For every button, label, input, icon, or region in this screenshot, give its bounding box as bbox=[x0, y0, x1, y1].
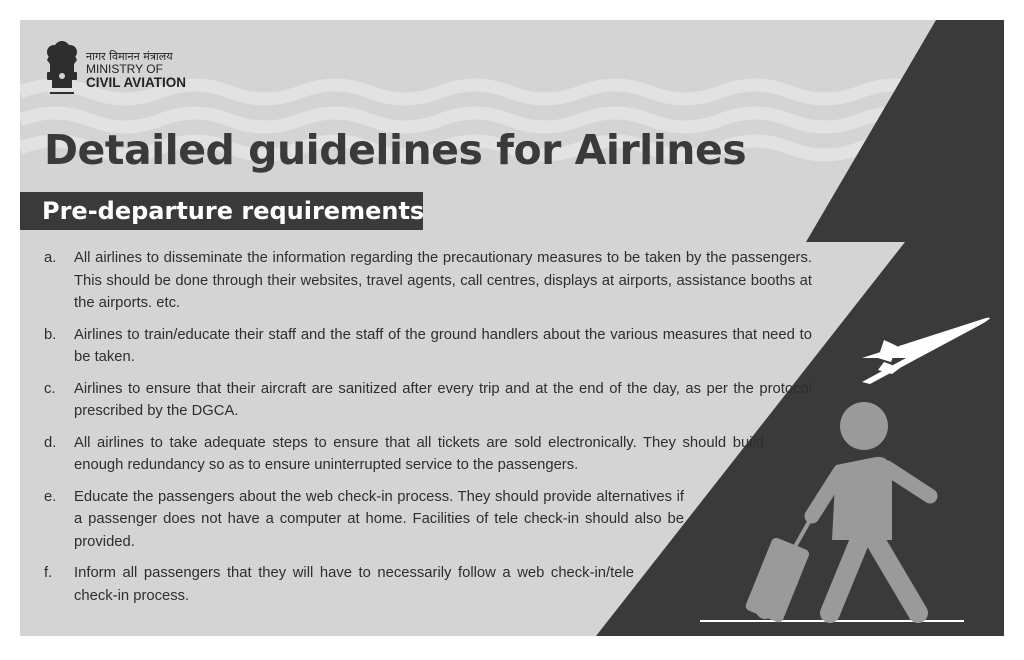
item-text: Airlines to train/educate their staff and the staff of the ground handlers about the various measures that need to be taken. bbox=[74, 326, 812, 365]
item-text: All airlines to disseminate the information regarding the precautionary measures to be taken by the passengers. This should be done through their websites, travel agents, call centres, displays at airports, assistance booths at the airports. etc. bbox=[74, 250, 812, 311]
item-text: All airlines to take adequate steps to ensure that all tickets are sold electronically. They should build enough redundancy so as to ensure uninterrupted service to the passengers. bbox=[74, 434, 764, 473]
list-item bbox=[44, 378, 812, 423]
list-item bbox=[44, 562, 634, 607]
ministry-logo bbox=[44, 40, 186, 98]
item-letter: a. bbox=[44, 250, 57, 266]
item-letter: b. bbox=[44, 326, 57, 343]
ministry-label: MINISTRY OF bbox=[86, 62, 163, 77]
item-letter: c. bbox=[44, 380, 56, 397]
page-title: Detailed guidelines for Airlines bbox=[44, 126, 747, 174]
list-item bbox=[44, 247, 812, 315]
section-heading: Pre-departure requirements bbox=[20, 192, 423, 230]
guidelines-card bbox=[20, 20, 1004, 636]
item-letter: f. bbox=[44, 565, 53, 581]
item-text: Educate the passengers about the web check-in process. They should provide alternatives if a passenger does not have a computer at home. Facilities of tele check-in should also be provided. bbox=[74, 488, 684, 550]
list-item bbox=[44, 324, 812, 369]
ministry-name bbox=[86, 51, 186, 91]
item-text: Inform all passengers that they will have to necessarily follow a web check-in/tele check-in process. bbox=[74, 565, 634, 604]
item-letter: e. bbox=[44, 488, 57, 505]
list-item bbox=[44, 432, 764, 477]
list-item bbox=[44, 486, 684, 554]
ministry-department: CIVIL AVIATION bbox=[86, 75, 187, 91]
ministry-name-hindi: नागर विमानन मंत्रालय bbox=[86, 50, 173, 63]
item-text: Airlines to ensure that their aircraft are sanitized after every trip and at the end of the day, as per the protocol prescribed by the DGCA. bbox=[74, 380, 812, 419]
state-emblem-icon bbox=[44, 40, 80, 98]
guidelines-list bbox=[44, 247, 812, 616]
item-letter: d. bbox=[44, 434, 57, 451]
